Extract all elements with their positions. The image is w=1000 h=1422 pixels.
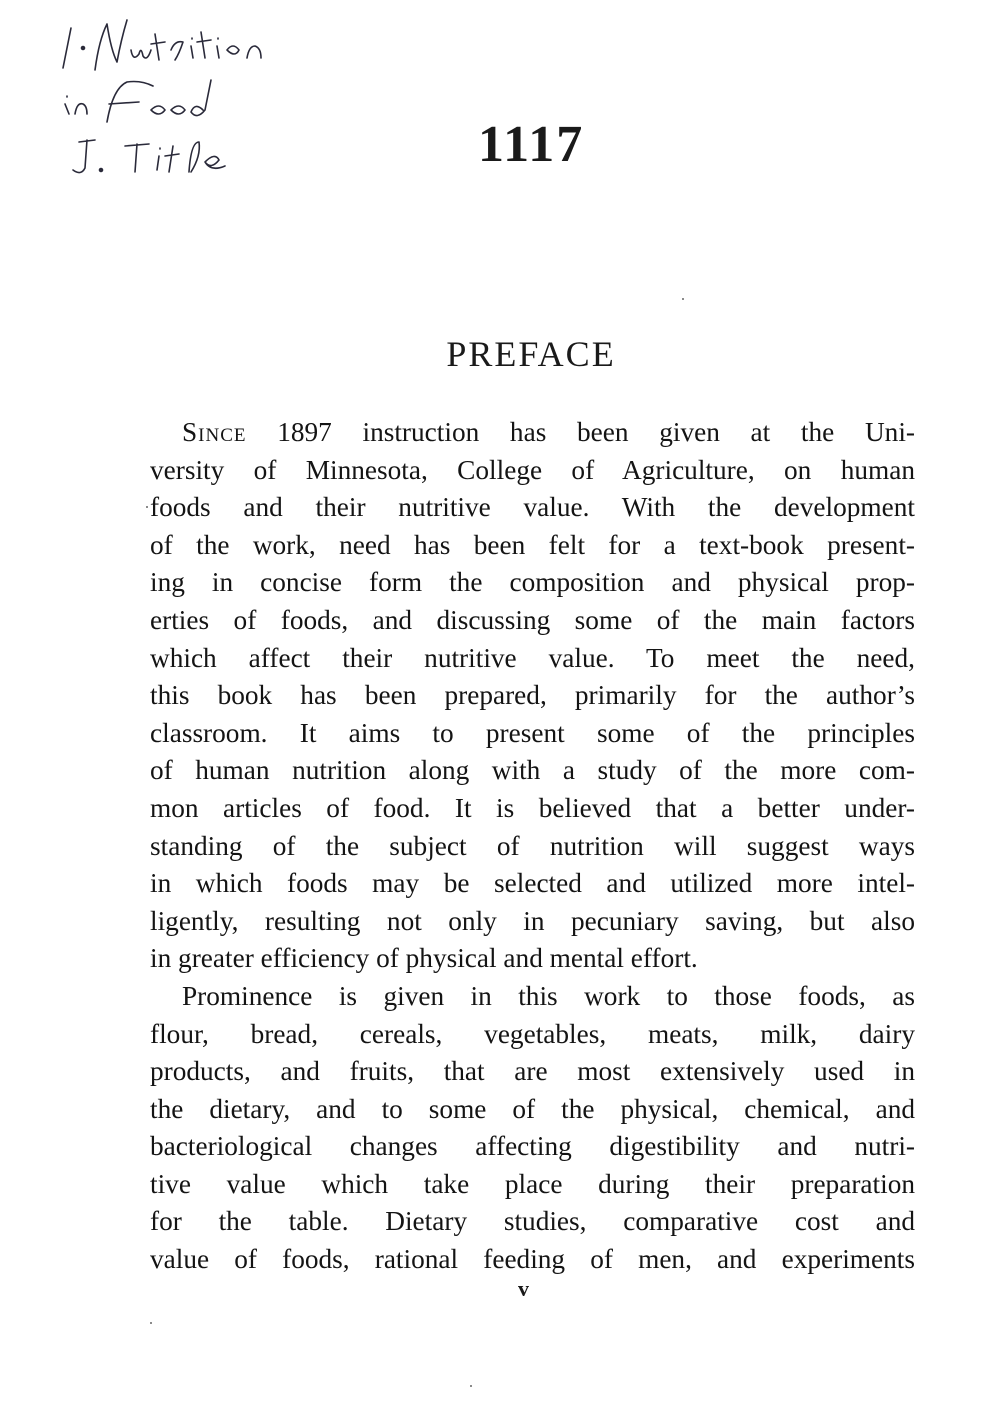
- paragraph-1: [150, 414, 915, 978]
- paragraph-2: [150, 978, 915, 1279]
- lead-word: Since: [182, 417, 247, 447]
- text-line: which affect their nutritive value. To meet the need,: [150, 642, 915, 673]
- text-line: this book has been prepared, primarily for the author’s: [150, 680, 915, 711]
- text-line: bacteriological changes affecting digestibility and nutri-: [150, 1131, 915, 1162]
- text-line: of human nutrition along with a study of the more com-: [150, 755, 915, 786]
- scan-speck: [682, 298, 684, 300]
- preface-body: [150, 414, 915, 1279]
- text-line: flour, bread, cereals, vegetables, meats, milk, dairy: [150, 1018, 915, 1049]
- text-line: products, and fruits, that are most extensively used in: [150, 1056, 915, 1087]
- text-line: in which foods may be selected and utilized more intel-: [150, 868, 915, 899]
- text-line: versity of Minnesota, College of Agriculture, on human: [150, 454, 915, 485]
- scan-speck: [146, 506, 148, 508]
- scan-speck: [470, 1385, 472, 1387]
- text-line: the dietary, and to some of the physical, chemical, and: [150, 1093, 915, 1124]
- text-line: for the table. Dietary studies, comparative cost and: [150, 1206, 915, 1237]
- page-title: PREFACE: [446, 334, 616, 374]
- text-line: tive value which take place during their preparation: [150, 1168, 915, 1199]
- text-line-rest: 1897 instruction has been given at the Uni-: [277, 417, 915, 447]
- text-line: ligently, resulting not only in pecuniary saving, but also: [150, 905, 915, 936]
- text-line: mon articles of food. It is believed that a better under-: [150, 792, 915, 823]
- text-line: [150, 414, 915, 452]
- page-number: v: [518, 1276, 529, 1301]
- library-stamp-number: 1117: [478, 116, 585, 173]
- text-line: value of foods, rational feeding of men, and experiments: [150, 1244, 915, 1275]
- text-line: classroom. It aims to present some of the principles: [150, 717, 915, 748]
- text-line: of the work, need has been felt for a text-book present-: [150, 529, 915, 560]
- handwritten-margin-note: [55, 10, 355, 185]
- text-line: in greater efficiency of physical and mental effort.: [150, 943, 698, 974]
- text-line: ing in concise form the composition and physical prop-: [150, 567, 915, 598]
- text-line: erties of foods, and discussing some of the main factors: [150, 604, 915, 635]
- text-line: standing of the subject of nutrition will suggest ways: [150, 830, 915, 861]
- text-line: foods and their nutritive value. With the development: [150, 492, 915, 523]
- text-line: Prominence is given in this work to those foods, as: [182, 980, 915, 1011]
- scan-speck: [150, 1322, 152, 1324]
